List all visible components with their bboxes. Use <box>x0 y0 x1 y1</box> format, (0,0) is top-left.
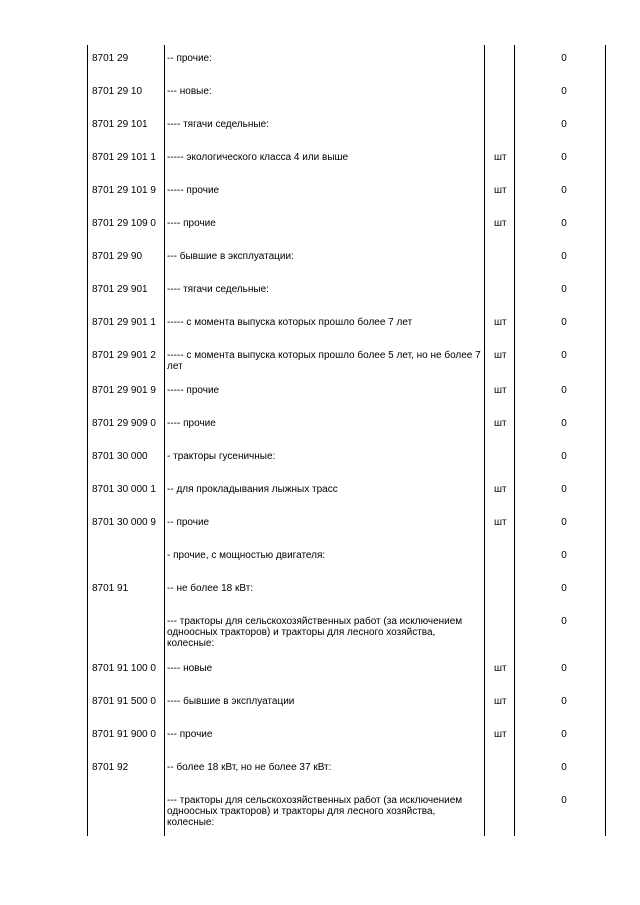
duty-rate: 0 <box>561 451 567 462</box>
tariff-code: 8701 29 10 <box>92 86 143 97</box>
goods-description: -- прочие: <box>167 53 212 64</box>
tariff-code: 8701 30 000 1 <box>92 484 156 495</box>
duty-rate: 0 <box>561 251 567 262</box>
duty-rate: 0 <box>561 616 567 627</box>
tariff-code: 8701 91 900 0 <box>92 729 156 740</box>
duty-rate: 0 <box>561 762 567 773</box>
duty-rate: 0 <box>561 550 567 561</box>
goods-description: ---- прочие <box>167 218 216 229</box>
unit-of-measure: шт <box>494 152 507 163</box>
tariff-code: 8701 29 90 <box>92 251 143 262</box>
duty-rate: 0 <box>561 185 567 196</box>
duty-rate: 0 <box>561 284 567 295</box>
duty-rate: 0 <box>561 795 567 806</box>
duty-rate: 0 <box>561 418 567 429</box>
unit-of-measure: шт <box>494 418 507 429</box>
duty-rate: 0 <box>561 218 567 229</box>
duty-rate: 0 <box>561 517 567 528</box>
goods-description: ---- новые <box>167 663 213 674</box>
goods-description: --- тракторы для сельскохозяйственных работ (за исключением одноосных тракторов) и тракторы для лесного хозяйства, колесные: <box>167 795 465 828</box>
goods-description: ----- экологического класса 4 или выше <box>167 152 349 163</box>
tariff-code: 8701 30 000 <box>92 451 148 462</box>
column-border-left <box>87 45 88 836</box>
tariff-code: 8701 29 109 0 <box>92 218 156 229</box>
unit-of-measure: шт <box>494 517 507 528</box>
duty-rate: 0 <box>561 350 567 361</box>
tariff-code: 8701 29 901 1 <box>92 317 156 328</box>
tariff-table <box>87 45 606 836</box>
unit-of-measure: шт <box>494 218 507 229</box>
goods-description: ---- тягачи седельные: <box>167 284 269 295</box>
tariff-code: 8701 29 101 <box>92 119 148 130</box>
tariff-code: 8701 29 909 0 <box>92 418 156 429</box>
column-border-right <box>605 45 606 836</box>
tariff-code: 8701 30 000 9 <box>92 517 156 528</box>
duty-rate: 0 <box>561 484 567 495</box>
column-border-code-desc <box>164 45 165 836</box>
goods-description: -- не более 18 кВт: <box>167 583 254 594</box>
unit-of-measure: шт <box>494 185 507 196</box>
duty-rate: 0 <box>561 317 567 328</box>
goods-description: ----- прочие <box>167 185 220 196</box>
tariff-code: 8701 29 101 1 <box>92 152 156 163</box>
goods-description: -- более 18 кВт, но не более 37 кВт: <box>167 762 332 773</box>
goods-description: -- для прокладывания лыжных трасс <box>167 484 338 495</box>
tariff-code: 8701 29 901 <box>92 284 148 295</box>
duty-rate: 0 <box>561 86 567 97</box>
tariff-code: 8701 91 <box>92 583 129 594</box>
goods-description: -- прочие <box>167 517 210 528</box>
goods-description: --- новые: <box>167 86 212 97</box>
duty-rate: 0 <box>561 729 567 740</box>
duty-rate: 0 <box>561 119 567 130</box>
goods-description: --- прочие <box>167 729 213 740</box>
unit-of-measure: шт <box>494 663 507 674</box>
unit-of-measure: шт <box>494 729 507 740</box>
goods-description: - тракторы гусеничные: <box>167 451 276 462</box>
goods-description: ----- с момента выпуска которых прошло более 5 лет, но не более 7 лет <box>167 350 484 372</box>
tariff-code: 8701 91 100 0 <box>92 663 156 674</box>
unit-of-measure: шт <box>494 385 507 396</box>
column-border-desc-unit <box>484 45 485 836</box>
duty-rate: 0 <box>561 385 567 396</box>
goods-description: ---- бывшие в эксплуатации <box>167 696 295 707</box>
duty-rate: 0 <box>561 583 567 594</box>
column-border-unit-rate <box>514 45 515 836</box>
unit-of-measure: шт <box>494 696 507 707</box>
goods-description: --- бывшие в эксплуатации: <box>167 251 294 262</box>
goods-description: ---- тягачи седельные: <box>167 119 269 130</box>
goods-description: ----- прочие <box>167 385 220 396</box>
goods-description: ----- с момента выпуска которых прошло более 7 лет <box>167 317 413 328</box>
tariff-code: 8701 29 901 9 <box>92 385 156 396</box>
tariff-code: 8701 92 <box>92 762 129 773</box>
tariff-code: 8701 91 500 0 <box>92 696 156 707</box>
tariff-code: 8701 29 101 9 <box>92 185 156 196</box>
duty-rate: 0 <box>561 663 567 674</box>
tariff-code: 8701 29 901 2 <box>92 350 156 361</box>
tariff-code: 8701 29 <box>92 53 129 64</box>
duty-rate: 0 <box>561 53 567 64</box>
duty-rate: 0 <box>561 152 567 163</box>
goods-description: ---- прочие <box>167 418 216 429</box>
goods-description: - прочие, с мощностью двигателя: <box>167 550 326 561</box>
goods-description: --- тракторы для сельскохозяйственных работ (за исключением одноосных тракторов) и тракторы для лесного хозяйства, колесные: <box>167 616 465 649</box>
unit-of-measure: шт <box>494 317 507 328</box>
unit-of-measure: шт <box>494 350 507 361</box>
unit-of-measure: шт <box>494 484 507 495</box>
duty-rate: 0 <box>561 696 567 707</box>
